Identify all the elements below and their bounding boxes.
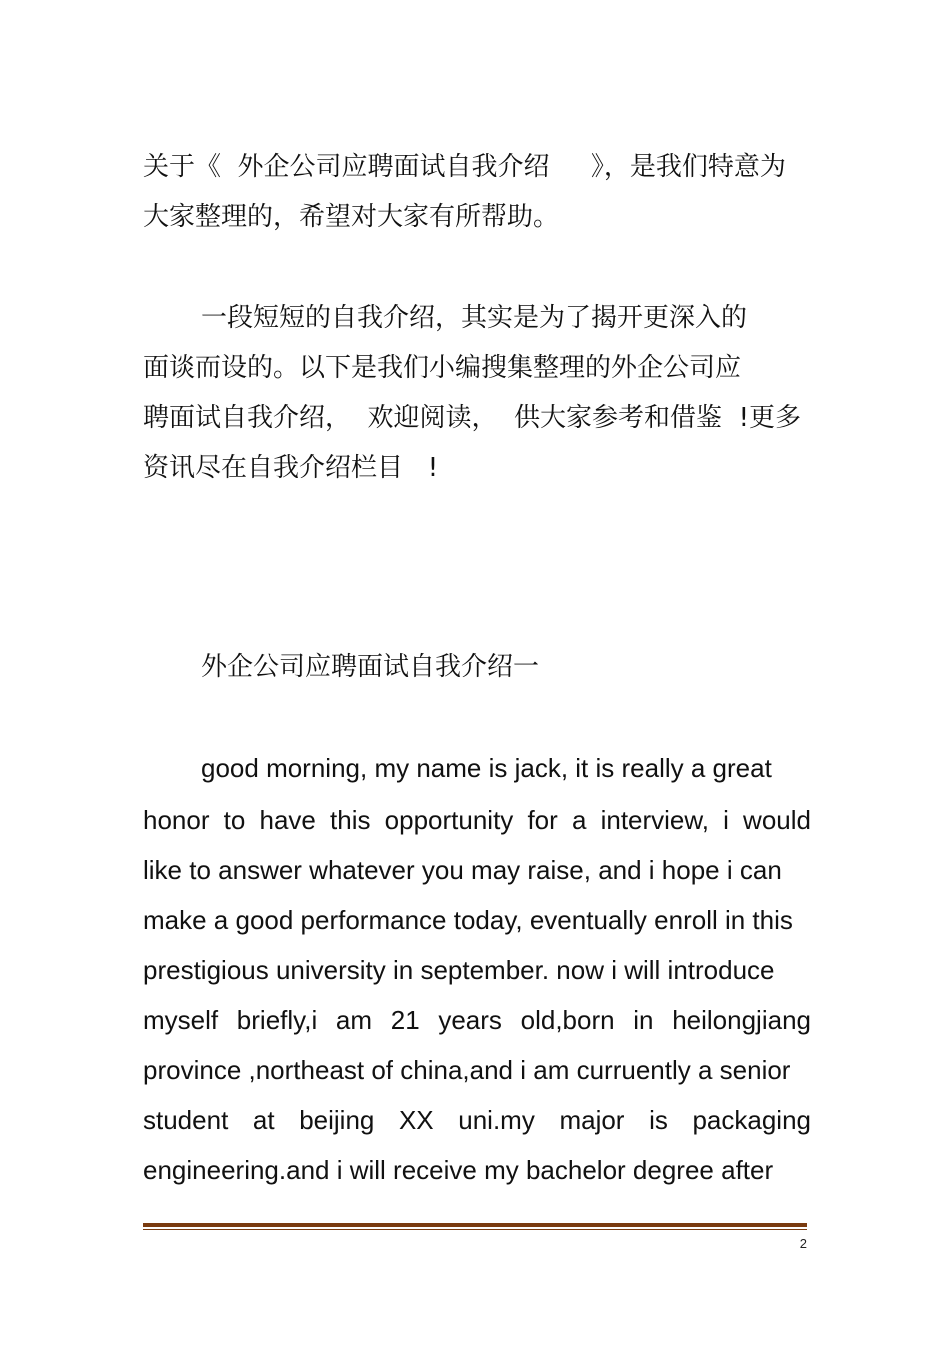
intro-line-1: 关于《 外企公司应聘面试自我介绍 》，是我们特意为: [143, 152, 786, 182]
footer-rule-thin: [143, 1229, 807, 1230]
paragraph-1-line-3: 聘面试自我介绍， 欢迎阅读， 供大家参考和借鉴 !更多: [143, 403, 802, 433]
intro-line-2: 大家整理的，希望对大家有所帮助。: [143, 202, 560, 232]
english-line-2: honor to have this opportunity for a interview, i would: [143, 805, 811, 835]
english-line-1: good morning, my name is jack, it is really a great: [201, 753, 772, 783]
english-line-4: make a good performance today, eventually enroll in this: [143, 905, 793, 935]
footer-rule-thick: [143, 1223, 807, 1227]
english-line-6: myself briefly,i am 21 years old,born in heilongjiang: [143, 1005, 811, 1035]
paragraph-1-line-4: 资讯尽在自我介绍栏目 !: [143, 453, 439, 483]
english-line-3: like to answer whatever you may raise, and i hope i can: [143, 855, 782, 885]
english-line-7: province ,northeast of china,and i am curruently a senior: [143, 1055, 791, 1085]
section-heading: 外企公司应聘面试自我介绍一: [201, 652, 540, 682]
page-number: 2: [799, 1236, 807, 1251]
english-line-9: engineering.and i will receive my bachelor degree after: [143, 1155, 774, 1185]
paragraph-1-line-1: 一段短短的自我介绍，其实是为了揭开更深入的: [201, 303, 748, 333]
paragraph-1-line-2: 面谈而设的。以下是我们小编搜集整理的外企公司应: [143, 353, 742, 383]
english-line-5: prestigious university in september. now i will introduce: [143, 955, 775, 985]
english-line-8: student at beijing XX uni.my major is packaging: [143, 1105, 811, 1135]
